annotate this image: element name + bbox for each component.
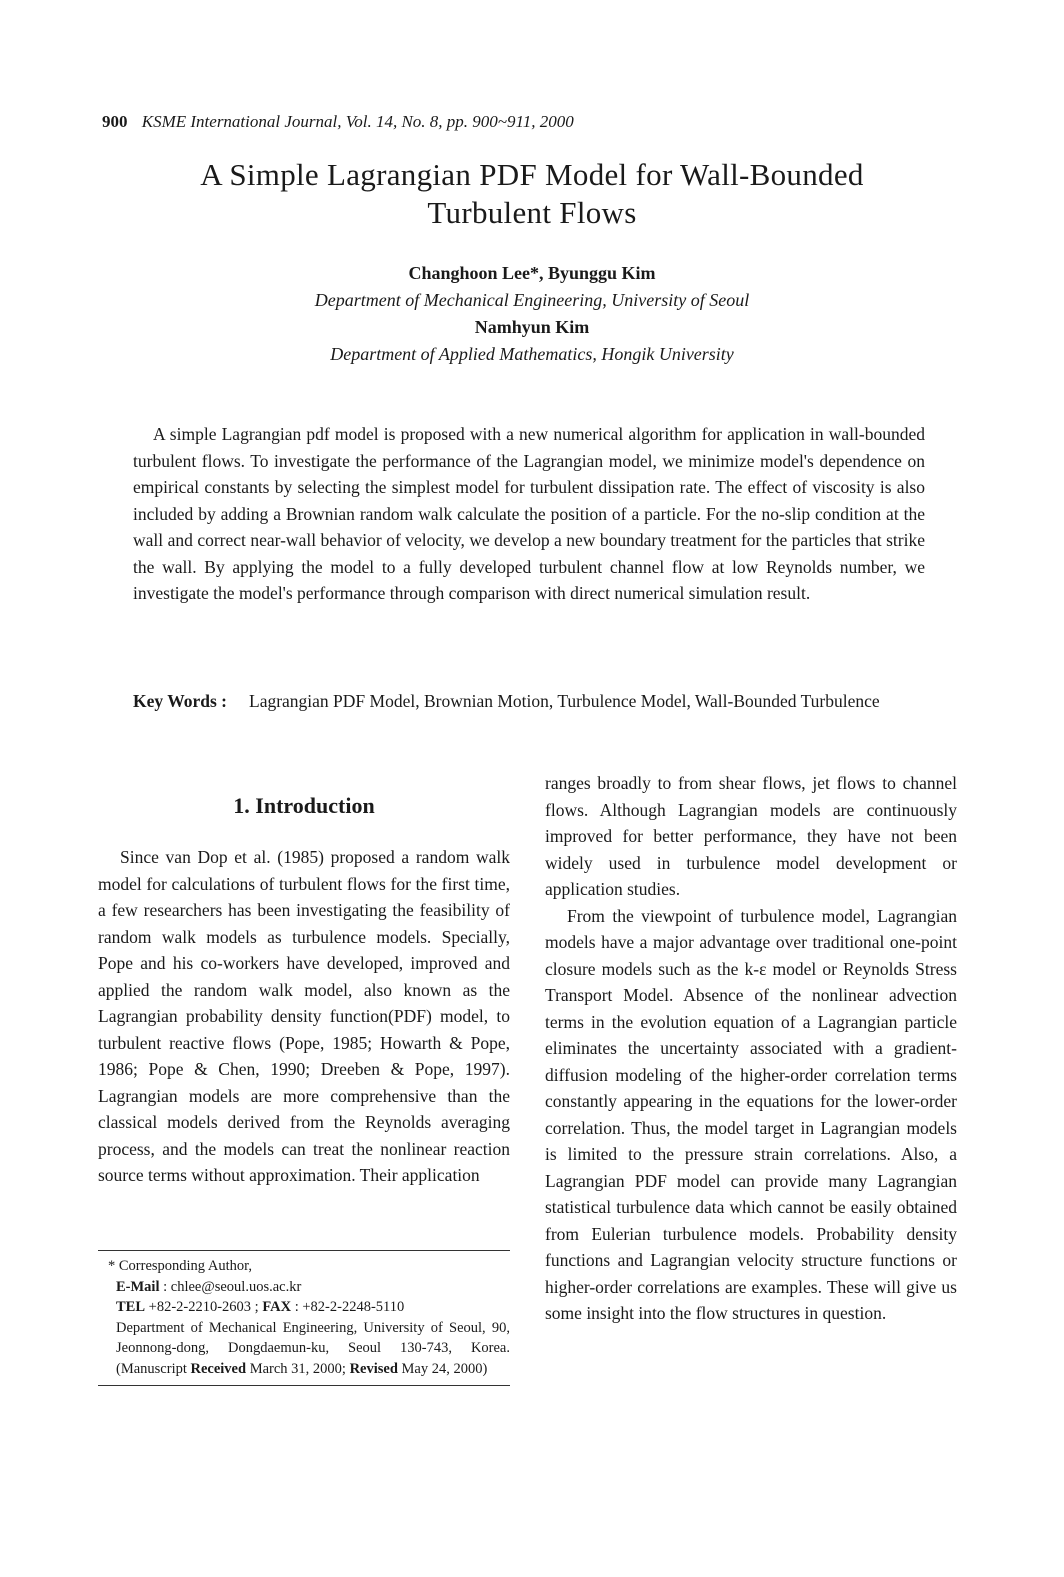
tel-label: TEL (116, 1299, 146, 1315)
received-value: March 31, 2000; (246, 1360, 350, 1377)
email-label: E-Mail (116, 1278, 160, 1295)
left-column (98, 790, 510, 1189)
tel-value: +82-2-2210-2603 ; (145, 1299, 263, 1315)
revised-label: Revised (349, 1360, 398, 1377)
footnote-email (98, 1277, 510, 1298)
right-column (545, 770, 957, 1327)
title-line-2: Turbulent Flows (427, 195, 637, 230)
footnote-phone (98, 1297, 510, 1318)
journal-citation: KSME International Journal, Vol. 14, No. 8, pp. 900~911, 2000 (141, 112, 574, 131)
abstract: A simple Lagrangian pdf model is proposed with a new numerical algorithm for application in wall-bounded turbulent flows. To investigate the performance of the Lagrangian model, we minimize model's dependence on empirical constants by selecting the simplest model for turbulent dissipation rate. The effect of viscosity is also included by adding a Brownian random walk calculate the position of a particle. For the no-slip condition at the wall and correct near-wall behavior of velocity, we develop a new boundary treatment for the particles that strike the wall. By applying the model to a fully developed turbulent channel flow at low Reynolds number, we investigate the model's performance through comparison with direct numerical simulation result. (133, 424, 925, 603)
intro-paragraph-1-continued: ranges broadly to from shear flows, jet flows to channel flows. Although Lagrangian models are continuously improved for better performance, they have not been widely used in turbulence model development or application studies. (545, 773, 957, 899)
fax-label: FAX (262, 1299, 292, 1315)
corresponding-author-footnote (98, 1250, 510, 1386)
intro-paragraph-1: Since van Dop et al. (1985) proposed a random walk model for calculations of turbulent flows for the first time, a few researchers has been investigating the feasibility of random walk models as turbulence models. Specially, Pope and his co-workers have developed, improved and applied the random walk model, also known as the Lagrangian probability density function(PDF) model, to turbulent reactive flows (Pope, 1985; Howarth & Pope, 1986; Pope & Chen, 1990; Dreeben & Pope, 1997). Lagrangian models are more comprehensive than the classical models derived from the Reynolds averaging process, and the models can treat the nonlinear reaction source terms without approximation. Their application (98, 847, 510, 1185)
affiliation-2: Department of Applied Mathematics, Hongik University (330, 344, 734, 364)
author-names-2: Namhyun Kim (474, 317, 590, 337)
intro-paragraph-2: From the viewpoint of turbulence model, Lagrangian models have a major advantage over traditional one-point closure models such as the k-ε model or Reynolds Stress Transport Model. Absence of the nonlinear advection terms in the evolution equation of a Lagrangian particle eliminates the uncertainty associated with a gradient-diffusion modeling of the higher-order correlation terms constantly appearing in the equations for the lower-order correlation. Thus, the model target in Lagrangian models is limited to the pressure strain correlations. Also, a Lagrangian PDF model can provide many Lagrangian statistical turbulence data which cannot be easily obtained from Eulerian turbulence models. Probability density functions and Lagrangian velocity structure functions or higher-order correlations are examples. These will give us some insight into the flow structures in question. (545, 905, 957, 1323)
affiliation-1: Department of Mechanical Engineering, University of Seoul (314, 290, 750, 310)
paper-title (100, 156, 964, 232)
section-heading: 1. Introduction (233, 793, 375, 818)
fax-value: : +82-2-2248-5110 (291, 1299, 405, 1315)
email-value: : chlee@seoul.uos.ac.kr (159, 1278, 302, 1295)
page-number: 900 (102, 112, 128, 131)
revised-value: May 24, 2000) (397, 1360, 488, 1377)
title-line-1: A Simple Lagrangian PDF Model for Wall-Bounded (200, 157, 864, 192)
keywords (133, 688, 925, 715)
author-names-1: Changhoon Lee*, Byunggu Kim (408, 263, 656, 283)
received-label: Received (190, 1360, 247, 1377)
footnote-address (98, 1318, 510, 1380)
address-text: Department of Mechanical Engineering, University of Seoul, 90, Jeonnong-dong, Dongdaemun-ku, Seoul 130-743, Korea.(Manuscript (116, 1319, 510, 1377)
running-head (102, 112, 574, 132)
keywords-label: Key Words : (133, 691, 227, 711)
footnote-line-1: * Corresponding Author, (108, 1258, 253, 1274)
keywords-text: Lagrangian PDF Model, Brownian Motion, Turbulence Model, Wall-Bounded Turbulence (249, 691, 880, 711)
author-block (100, 260, 964, 368)
